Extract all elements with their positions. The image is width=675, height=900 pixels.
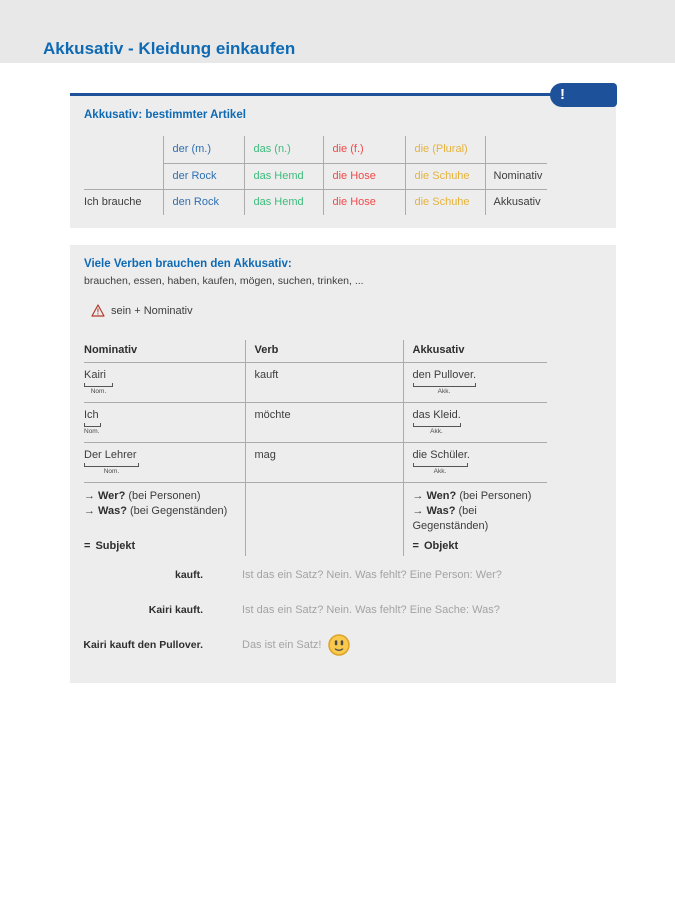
arrow-icon: → — [412, 489, 424, 502]
empty-cell — [245, 482, 403, 534]
grammar-row — [84, 402, 547, 442]
nom-label: Nom. — [84, 427, 100, 435]
smiley-icon — [328, 634, 350, 656]
question-line: → Was? (bei Gegenständen) — [84, 504, 228, 517]
equals-sign: = — [84, 539, 91, 552]
akkusativ-bracket — [413, 423, 461, 427]
grammar-row — [84, 362, 547, 402]
subject-word: Der Lehrer — [84, 448, 137, 461]
arrow-icon: → — [84, 489, 95, 502]
akk-label: Akk. — [430, 427, 443, 435]
equals-sign: = — [412, 539, 419, 552]
object-cell — [403, 442, 547, 482]
subject-word: Kairi — [84, 368, 107, 381]
nominativ-cell-plural: die Schuhe — [405, 163, 485, 189]
article-box — [70, 86, 616, 228]
subject-questions — [84, 482, 245, 534]
example-row — [70, 637, 616, 653]
grammar-table — [84, 340, 547, 556]
gender-cell-feminine: die (f.) — [323, 136, 405, 163]
example-comment: Ist das ein Satz? Nein. Was fehlt? Eine Sache: Was? — [242, 604, 500, 616]
warning-row — [84, 304, 193, 317]
nominativ-cell-feminine: die Hose — [323, 163, 405, 189]
gender-cell-masculine: der (m.) — [163, 136, 244, 163]
subject-result: = Subjekt — [84, 539, 136, 552]
empty-cell — [245, 534, 403, 556]
akkusativ-bracket — [413, 383, 476, 387]
nom-label: Nom. — [90, 387, 107, 395]
empty-cell — [84, 136, 163, 163]
nominativ-bracket — [84, 383, 113, 387]
subject-cell — [84, 362, 245, 402]
nominativ-bracket — [84, 463, 139, 467]
empty-cell — [485, 136, 547, 163]
object-result: = Objekt — [403, 534, 547, 556]
exclamation-icon: ! — [560, 86, 565, 103]
arrow-icon: → — [412, 504, 424, 517]
example-sentence: Kairi kauft. — [148, 604, 203, 616]
question-row — [84, 482, 547, 534]
grammar-header-row — [84, 340, 547, 362]
subject-cell — [84, 442, 245, 482]
nom-label: Nom. — [103, 467, 120, 475]
subject-cell — [84, 402, 245, 442]
subject-word: Ich — [84, 408, 99, 421]
nominativ-cell-neuter: das Hemd — [244, 163, 323, 189]
warning-icon — [91, 304, 105, 317]
verb-cell: möchte — [245, 402, 403, 442]
verb-cell: kauft — [245, 362, 403, 402]
akk-label: Akk. — [433, 467, 447, 475]
nominativ-row — [84, 163, 547, 189]
verb-list: brauchen, essen, haben, kaufen, mögen, suchen, trinken, ... — [84, 275, 364, 287]
object-word: das Kleid. — [412, 408, 461, 421]
case-label-nominativ: Nominativ — [485, 163, 547, 189]
gender-cell-plural: die (Plural) — [405, 136, 485, 163]
example-comment: Ist das ein Satz? Nein. Was fehlt? Eine Person: Wer? — [242, 569, 502, 581]
object-word: den Pullover. — [412, 368, 477, 381]
question-line: → Was? (bei Gegenständen) — [412, 504, 489, 532]
nominativ-cell-masculine: der Rock — [163, 163, 244, 189]
akkusativ-bracket — [413, 463, 468, 467]
header-verb: Verb — [245, 340, 403, 362]
article-table — [84, 136, 547, 215]
warning-text: sein + Nominativ — [111, 304, 193, 317]
object-word: die Schüler. — [412, 448, 470, 461]
article-box-heading: Akkusativ: bestimmter Artikel — [84, 109, 246, 121]
akkusativ-cell-masculine: den Rock — [163, 189, 244, 215]
header-nominativ: Nominativ — [84, 340, 245, 362]
examples-section — [70, 567, 616, 672]
akkusativ-cell-plural: die Schuhe — [405, 189, 485, 215]
object-cell — [403, 402, 547, 442]
verb-cell: mag — [245, 442, 403, 482]
akkusativ-row — [84, 189, 547, 215]
example-comment: Das ist ein Satz! — [242, 639, 322, 651]
gender-row — [84, 136, 547, 163]
grammar-row — [84, 442, 547, 482]
result-row — [84, 534, 547, 556]
exclamation-badge — [550, 83, 617, 107]
empty-cell — [84, 163, 163, 189]
akkusativ-cell-feminine: die Hose — [323, 189, 405, 215]
svg-text:!: ! — [96, 307, 100, 317]
object-questions — [403, 482, 547, 534]
example-row — [70, 602, 616, 618]
question-line: → Wer? (bei Personen) — [84, 489, 201, 502]
page-title: Akkusativ - Kleidung einkaufen — [43, 39, 296, 58]
object-cell — [403, 362, 547, 402]
akkusativ-cell-neuter: das Hemd — [244, 189, 323, 215]
nominativ-bracket — [84, 423, 101, 427]
case-label-akkusativ: Akkusativ — [485, 189, 547, 215]
example-sentence: Kairi kauft den Pullover. — [83, 639, 203, 651]
verbs-box — [70, 245, 616, 683]
verbs-box-heading: Viele Verben brauchen den Akkusativ: — [84, 258, 292, 270]
arrow-icon: → — [84, 504, 95, 517]
gender-cell-neuter: das (n.) — [244, 136, 323, 163]
akk-label: Akk. — [437, 387, 451, 395]
question-line: → Wen? (bei Personen) — [412, 489, 532, 502]
example-row — [70, 567, 616, 583]
intro-cell: Ich brauche — [84, 196, 142, 209]
header-akkusativ: Akkusativ — [403, 340, 547, 362]
example-sentence: kauft. — [174, 569, 203, 581]
